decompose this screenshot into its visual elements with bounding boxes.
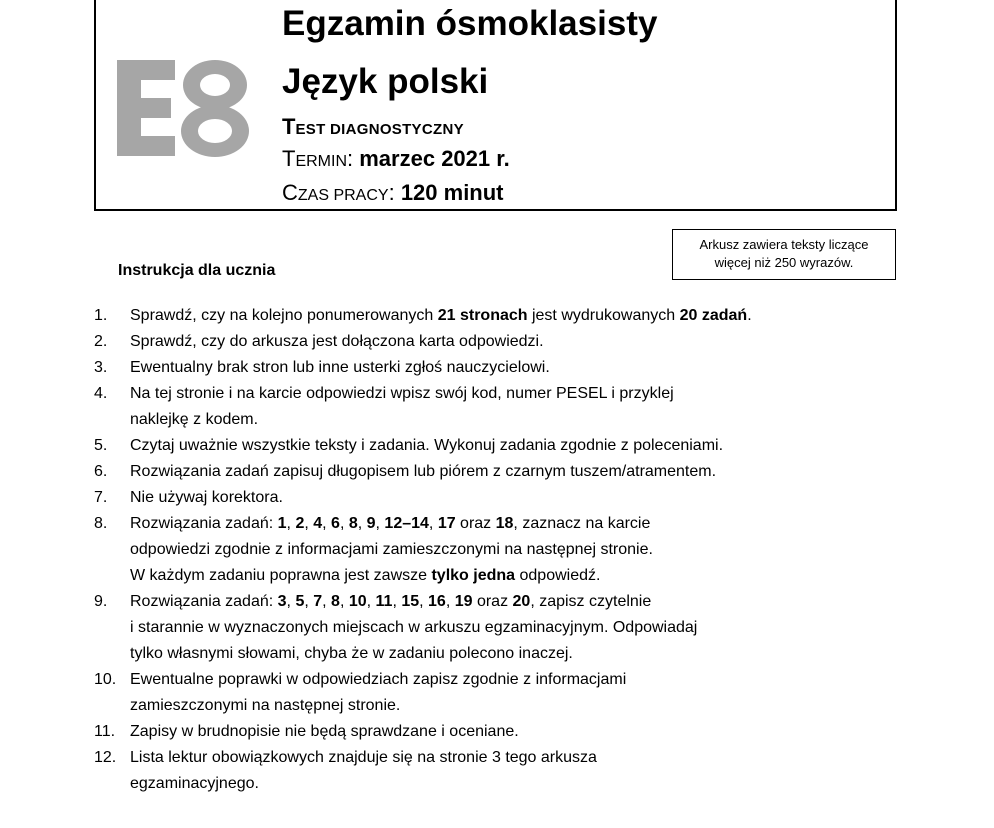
- instruction-item: 7. Nie używaj korektora.: [94, 489, 283, 506]
- test-type: TEST DIAGNOSTYCZNY: [282, 114, 464, 139]
- instruction-item: 2. Sprawdź, czy do arkusza jest dołączona karta odpowiedzi.: [94, 333, 544, 350]
- instruction-item: 10. Ewentualne poprawki w odpowiedziach zapisz zgodnie z informacjami zamieszczonymi na następnej stronie.: [94, 671, 627, 714]
- subject-title: Język polski: [282, 62, 489, 101]
- instructions-list: [94, 303, 894, 797]
- word-count-notice: [672, 229, 896, 280]
- exam-duration: CZAS PRACY: 120 minut: [282, 180, 504, 205]
- instruction-item: 11. Zapisy w brudnopisie nie będą sprawdzane i oceniane.: [94, 723, 519, 740]
- instruction-item: 9. Rozwiązania zadań: 3, 5, 7, 8, 10, 11, 15, 16, 19 oraz 20, zapisz czytelnie i starannie w wyznaczonych miejscach w arkuszu egzaminacyjnym. Odpowiadaj tylko własnymi słowami, chyba że w zadaniu polecono inaczej.: [94, 593, 698, 662]
- notice-line: Arkusz zawiera teksty liczące: [699, 237, 869, 252]
- exam-title: Egzamin ósmoklasisty: [282, 4, 658, 43]
- instruction-item: 5. Czytaj uważnie wszystkie teksty i zadania. Wykonuj zadania zgodnie z poleceniami.: [94, 437, 724, 454]
- instructions-heading: Instrukcja dla ucznia: [118, 262, 276, 279]
- e8-logo: [115, 58, 255, 158]
- exam-term: TERMIN: marzec 2021 r.: [282, 146, 510, 171]
- instruction-item: 12. Lista lektur obowiązkowych znajduje się na stronie 3 tego arkusza egzaminacyjnego.: [94, 749, 597, 792]
- instruction-item: 1. Sprawdź, czy na kolejno ponumerowanych 21 stronach jest wydrukowanych 20 zadań.: [94, 307, 752, 324]
- instruction-item: 8. Rozwiązania zadań: 1, 2, 4, 6, 8, 9, 12–14, 17 oraz 18, zaznacz na karcie odpowiedzi zgodnie z informacjami zamieszczonymi na następnej stronie. W każdym zadaniu poprawna jest zawsze tylko jedna odpowiedź.: [94, 515, 653, 584]
- instruction-item: 6. Rozwiązania zadań zapisuj długopisem lub piórem z czarnym tuszem/atramentem.: [94, 463, 717, 480]
- e8-logo-graphic: [117, 60, 249, 157]
- notice-line: więcej niż 250 wyrazów.: [714, 255, 854, 270]
- instruction-item: 4. Na tej stronie i na karcie odpowiedzi wpisz swój kod, numer PESEL i przyklej naklejkę z kodem.: [94, 385, 674, 428]
- instruction-item: 3. Ewentualny brak stron lub inne usterki zgłoś nauczycielowi.: [94, 359, 550, 376]
